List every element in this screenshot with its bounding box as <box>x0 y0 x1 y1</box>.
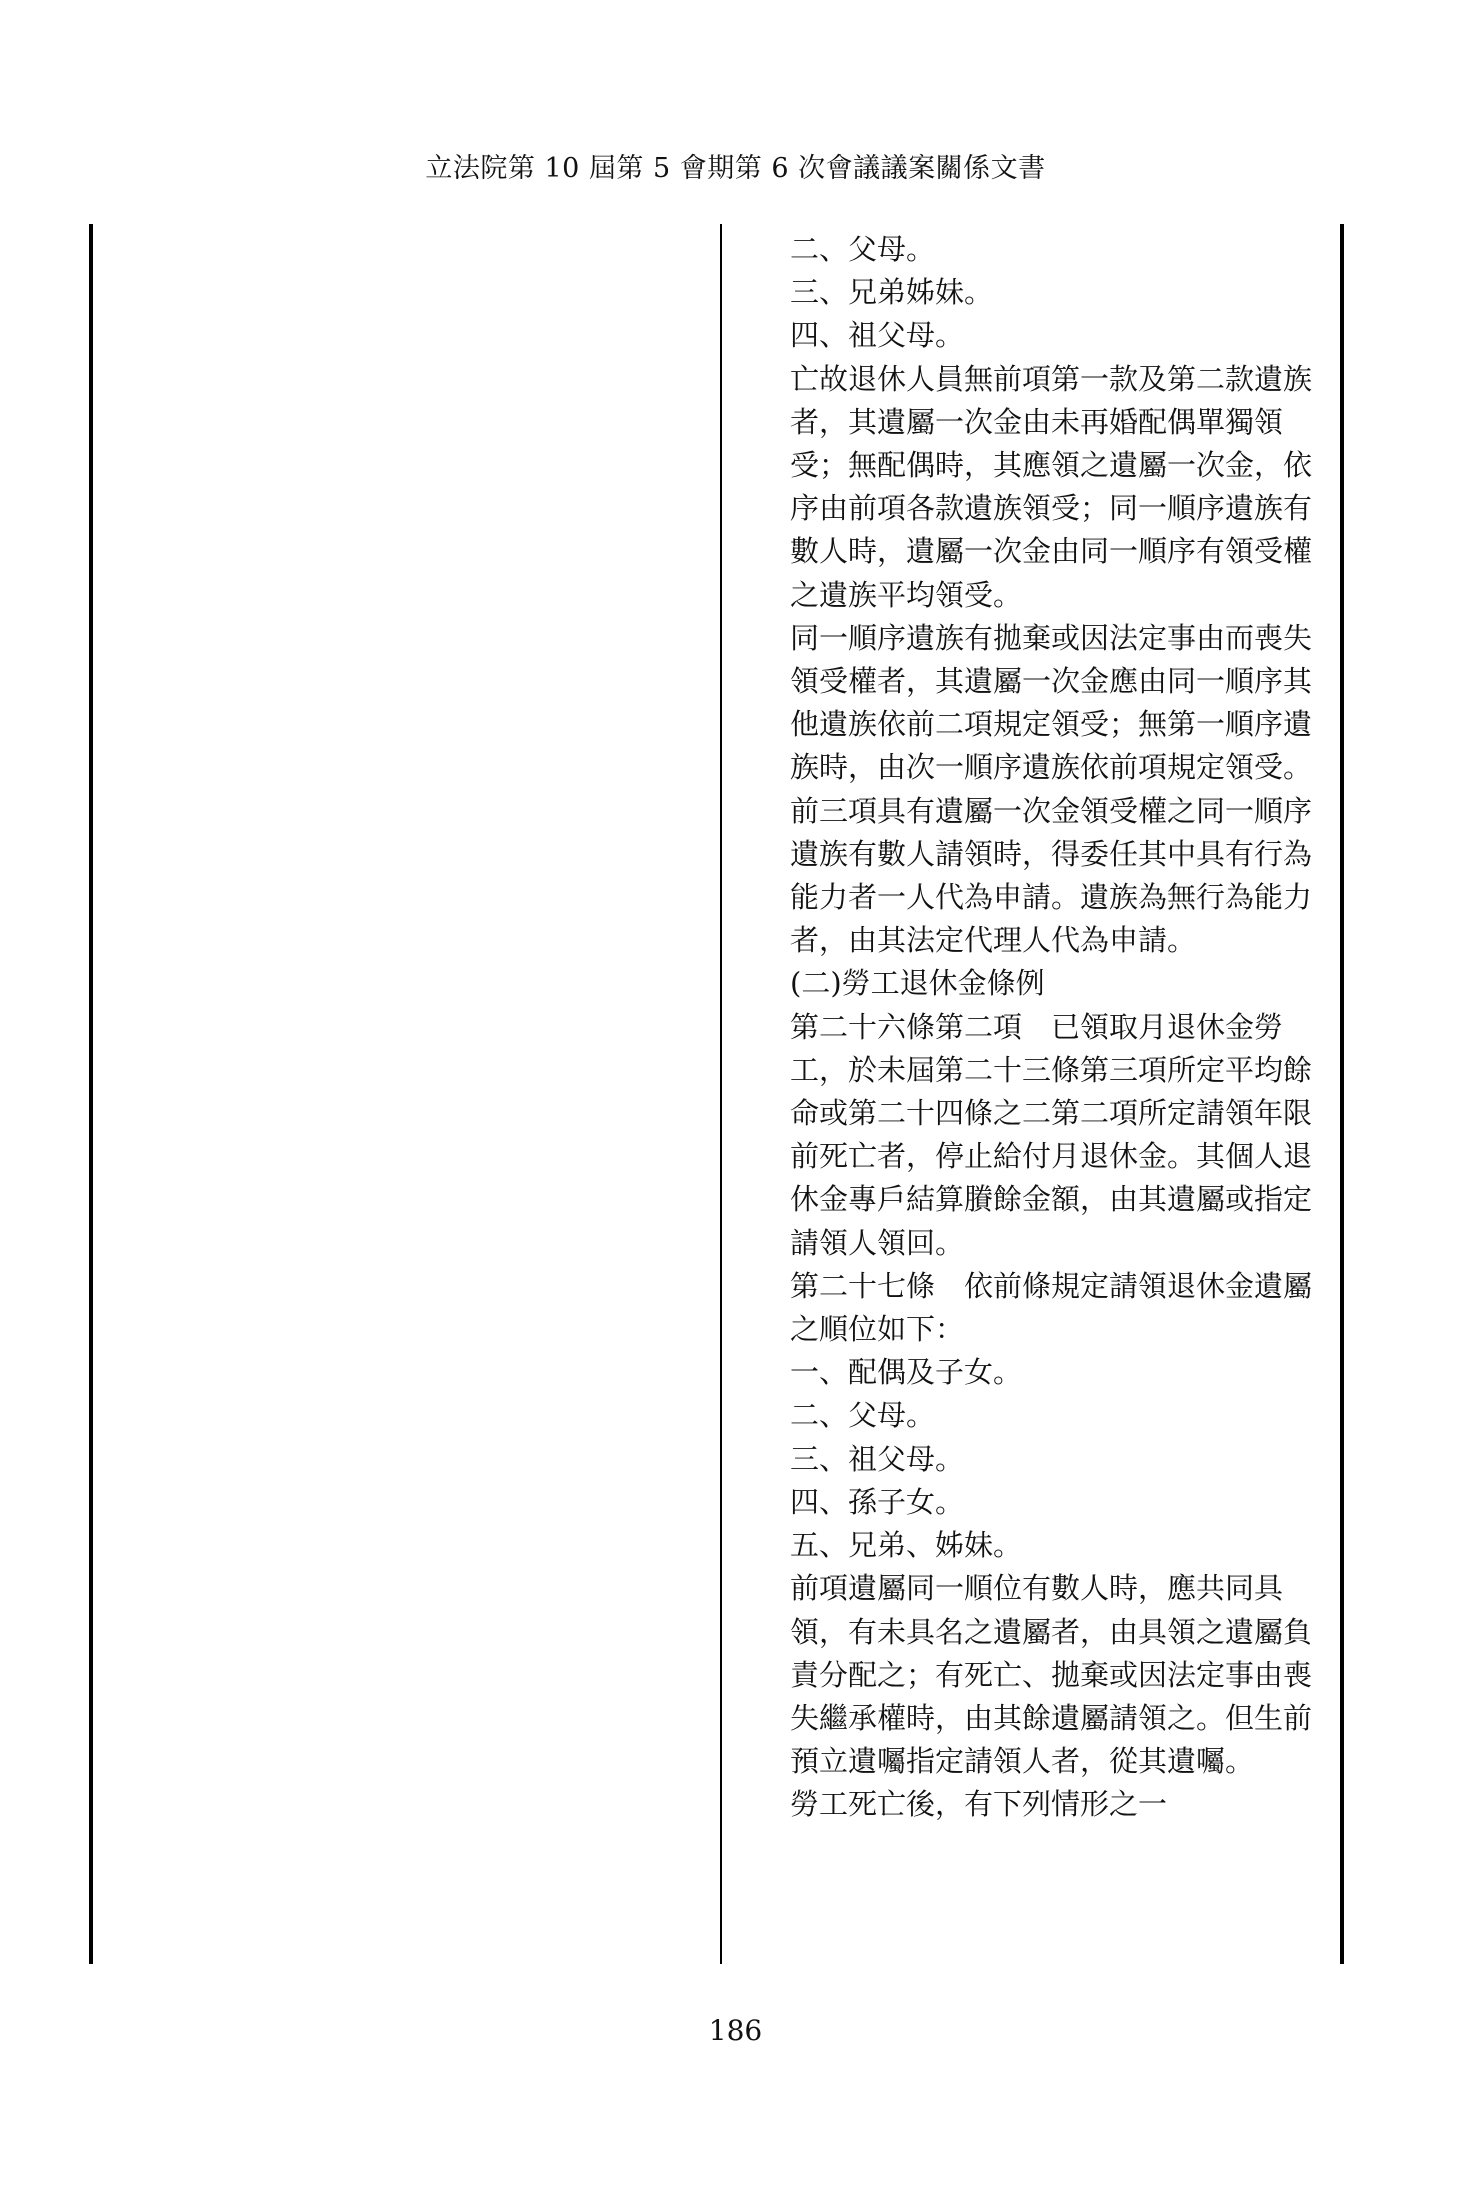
paragraph: 亡故退休人員無前項第一款及第二款遺族者，其遺屬一次金由未再婚配偶單獨領受；無配偶時，其應領之遺屬一次金，依序由前項各款遺族領受；同一順序遺族有數人時，遺屬一次金由同一順序有領受權之遺族平均領受。 <box>790 361 1313 612</box>
article: 第二十六條第二項 已領取月退休金勞工，於未屆第二十三條第三項所定平均餘命或第二十四條之二第二項所定請領年限前死亡者，停止給付月退休金。其個人退休金專戶結算賸餘金額，由其遺屬或指定請領人領回。 <box>790 1009 1313 1260</box>
list-item: 三、祖父母。 <box>790 1441 965 1476</box>
table-border-left <box>89 224 93 1964</box>
table-column-divider <box>720 224 722 1964</box>
right-column-text <box>790 228 1335 1827</box>
list-item: 三、兄弟姊妹。 <box>790 275 994 310</box>
list-item: 五、兄弟、姊妹。 <box>790 1528 1023 1563</box>
list-item: 一、配偶及子女。 <box>790 1355 1023 1390</box>
paragraph: 前項遺屬同一順位有數人時，應共同具領，有未具名之遺屬者，由具領之遺屬負責分配之；有死亡、拋棄或因法定事由喪失繼承權時，由其餘遺屬請領之。但生前預立遺囑指定請領人者，從其遺囑。 <box>790 1571 1313 1779</box>
paragraph: 前三項具有遺屬一次金領受權之同一順序遺族有數人請領時，得委任其中具有行為能力者一人代為申請。遺族為無行為能力者，由其法定代理人代為申請。 <box>790 793 1313 958</box>
document-header: 立法院第 10 屆第 5 會期第 6 次會議議案關係文書 <box>425 153 1046 184</box>
article: 第二十七條 依前條規定請領退休金遺屬之順位如下： <box>790 1268 1313 1347</box>
section-heading: (二)勞工退休金條例 <box>790 966 1045 1001</box>
list-item: 四、祖父母。 <box>790 318 965 353</box>
list-item: 二、父母。 <box>790 232 936 266</box>
list-item: 二、父母。 <box>790 1398 936 1433</box>
paragraph: 勞工死亡後，有下列情形之一 <box>790 1787 1168 1822</box>
table-border-right <box>1340 224 1344 1964</box>
list-item: 四、孫子女。 <box>790 1484 965 1519</box>
page-number: 186 <box>708 2014 763 2047</box>
paragraph: 同一順序遺族有拋棄或因法定事由而喪失領受權者，其遺屬一次金應由同一順序其他遺族依前二項規定領受；無第一順序遺族時，由次一順序遺族依前項規定領受。 <box>790 620 1313 785</box>
